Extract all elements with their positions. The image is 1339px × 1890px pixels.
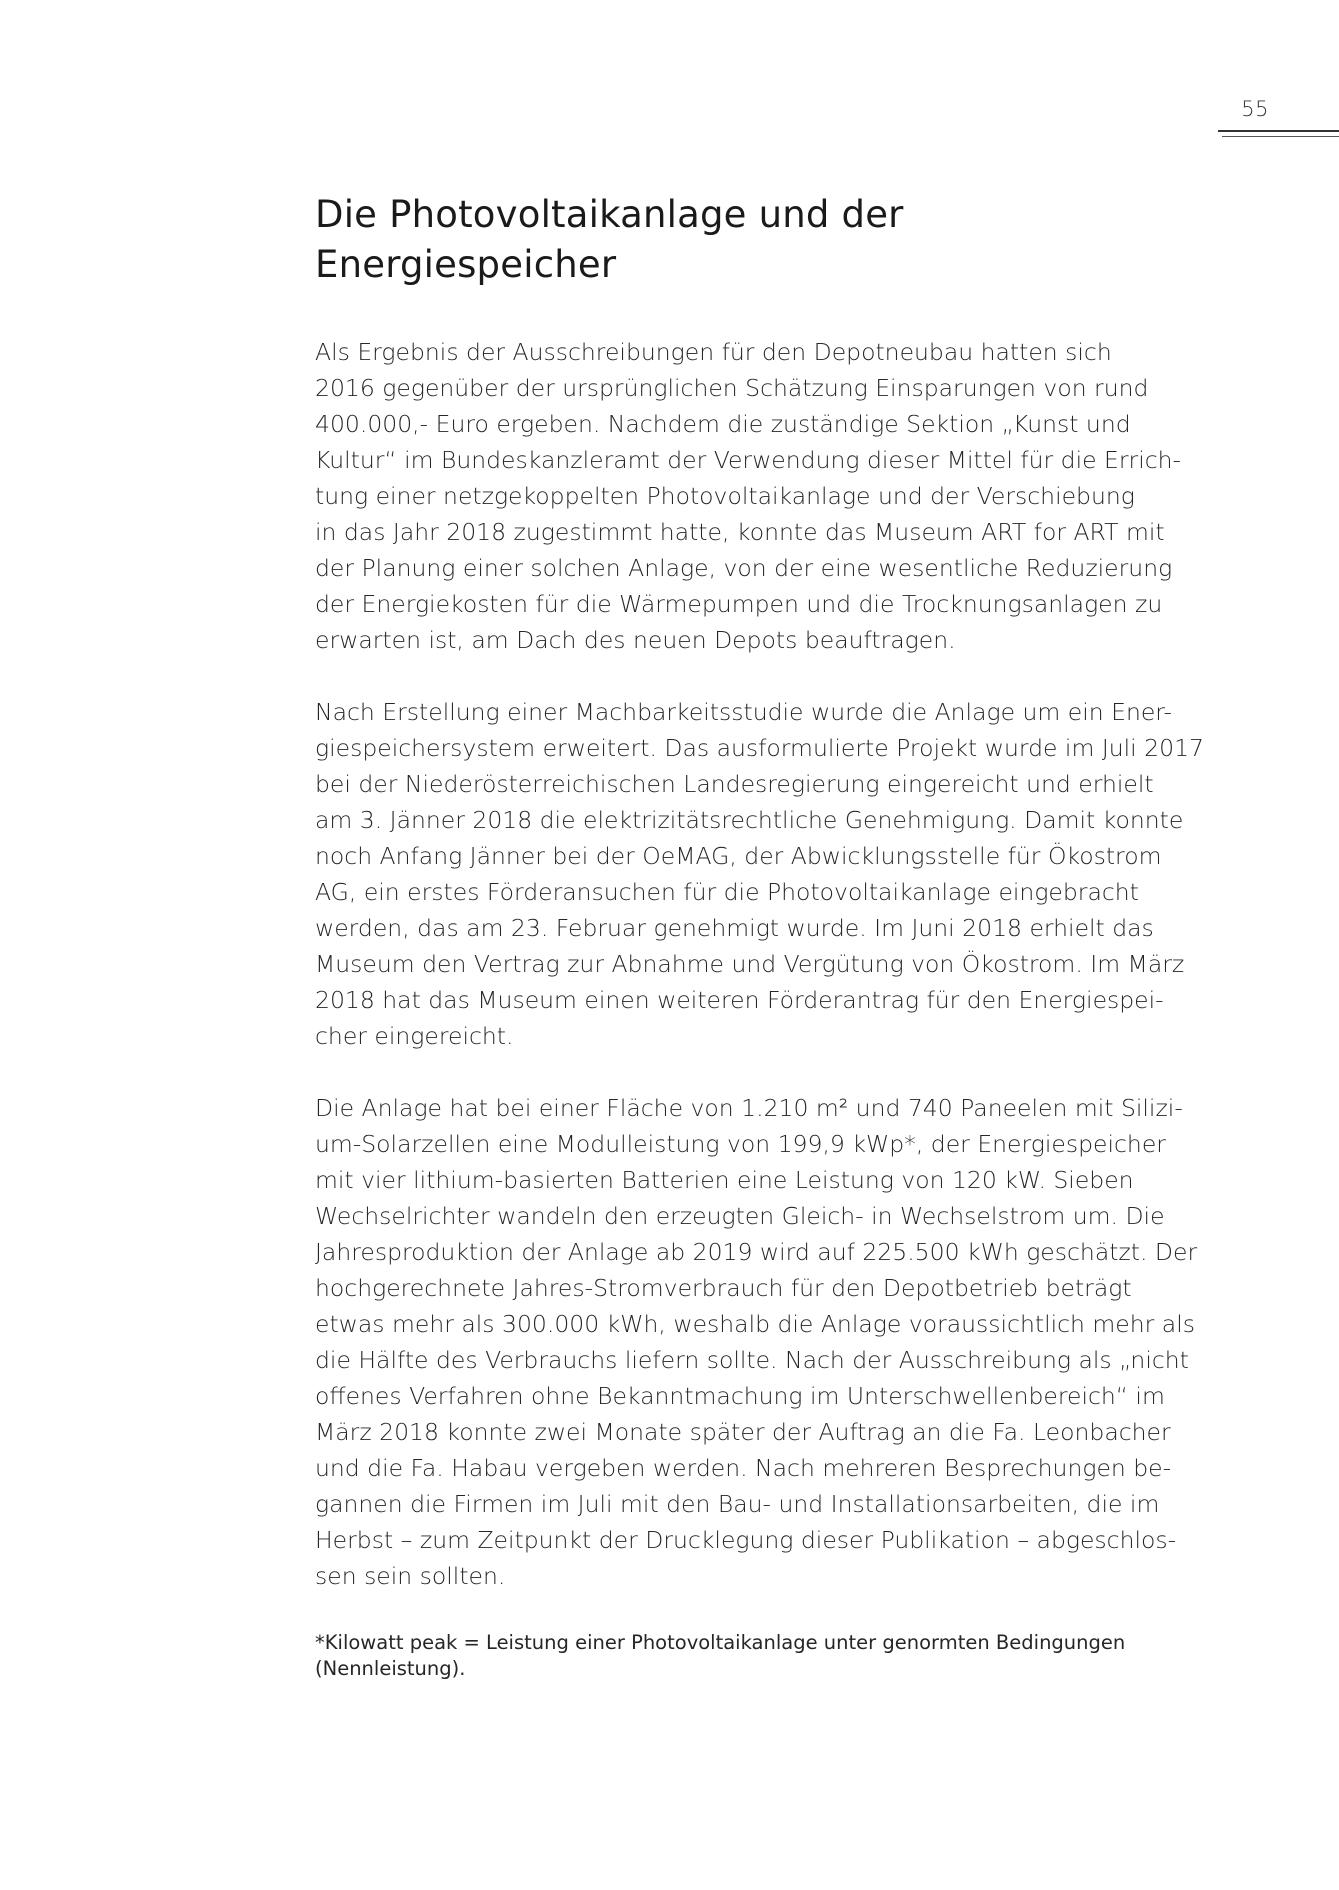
paragraph-3 bbox=[315, 1090, 1198, 1594]
paragraph-2 bbox=[315, 694, 1204, 1054]
text-line: mit vier lithium-basierten Batterien eine Leistung von 120 kW. Sieben bbox=[315, 1166, 1134, 1194]
text-line: und die Fa. Habau vergeben werden. Nach mehreren Besprechungen be- bbox=[315, 1454, 1172, 1482]
text-line: Die Anlage hat bei einer Fläche von 1.210 m² und 740 Paneelen mit Silizi- bbox=[315, 1094, 1183, 1122]
text-line: gannen die Firmen im Juli mit den Bau- und Installationsarbeiten, die im bbox=[315, 1490, 1160, 1518]
text-line: Wechselrichter wandeln den erzeugten Gleich- in Wechselstrom um. Die bbox=[315, 1202, 1165, 1230]
text-line: werden, das am 23. Februar genehmigt wurde. Im Juni 2018 erhielt das bbox=[315, 914, 1154, 942]
text-line: März 2018 konnte zwei Monate später der Auftrag an die Fa. Leonbacher bbox=[315, 1418, 1171, 1446]
text-line: bei der Niederösterreichischen Landesregierung eingereicht und erhielt bbox=[315, 770, 1154, 798]
text-line: AG, ein erstes Förderansuchen für die Photovoltaikanlage eingebracht bbox=[315, 878, 1139, 906]
text-line: erwarten ist, am Dach des neuen Depots beauftragen. bbox=[315, 626, 956, 654]
text-line: der Planung einer solchen Anlage, von der eine wesentliche Reduzierung bbox=[315, 554, 1173, 582]
article bbox=[315, 190, 1204, 1682]
text-line: Nach Erstellung einer Machbarkeitsstudie wurde die Anlage um ein Ener- bbox=[315, 698, 1172, 726]
footnote bbox=[315, 1630, 1195, 1682]
text-line: 2016 gegenüber der ursprünglichen Schätzung Einsparungen von rund bbox=[315, 374, 1149, 402]
text-line: Als Ergebnis der Ausschreibungen für den Depotneubau hatten sich bbox=[315, 338, 1112, 366]
text-line: der Energiekosten für die Wärmepumpen und die Trocknungsanlagen zu bbox=[315, 590, 1163, 618]
text-line: tung einer netzgekoppelten Photovoltaikanlage und der Verschiebung bbox=[315, 482, 1135, 510]
text-line: hochgerechnete Jahres-Stromverbrauch für den Depotbetrieb beträgt bbox=[315, 1274, 1132, 1302]
text-line: 400.000,- Euro ergeben. Nachdem die zuständige Sektion „Kunst und bbox=[315, 410, 1131, 438]
header-rule-secondary bbox=[1222, 136, 1339, 137]
text-line: giespeichersystem erweitert. Das ausformulierte Projekt wurde im Juli 2017 bbox=[315, 734, 1204, 762]
footnote-line: (Nennleistung). bbox=[315, 1657, 466, 1680]
paragraph-1 bbox=[315, 334, 1195, 658]
text-line: sen sein sollten. bbox=[315, 1562, 506, 1590]
page-number: 55 bbox=[1241, 97, 1269, 121]
text-line: cher eingereicht. bbox=[315, 1022, 514, 1050]
page-title: Die Photovoltaikanlage und der Energiespeicher bbox=[315, 193, 904, 286]
text-line: Jahresproduktion der Anlage ab 2019 wird auf 225.500 kWh geschätzt. Der bbox=[315, 1238, 1198, 1266]
text-line: etwas mehr als 300.000 kWh, weshalb die Anlage voraussichtlich mehr als bbox=[315, 1310, 1195, 1338]
text-line: Kultur“ im Bundeskanzleramt der Verwendung dieser Mittel für die Errich- bbox=[315, 446, 1182, 474]
text-line: am 3. Jänner 2018 die elektrizitätsrechtliche Genehmigung. Damit konnte bbox=[315, 806, 1184, 834]
text-line: die Hälfte des Verbrauchs liefern sollte. Nach der Ausschreibung als „nicht bbox=[315, 1346, 1189, 1374]
text-line: um-Solarzellen eine Modulleistung von 199,9 kWp*, der Energiespeicher bbox=[315, 1130, 1166, 1158]
footnote-line: *Kilowatt peak = Leistung einer Photovoltaikanlage unter genormten Bedingungen bbox=[315, 1631, 1126, 1654]
header-rule bbox=[1218, 130, 1339, 132]
text-line: offenes Verfahren ohne Bekanntmachung im Unterschwellenbereich“ im bbox=[315, 1382, 1165, 1410]
text-line: Herbst – zum Zeitpunkt der Drucklegung dieser Publikation – abgeschlos- bbox=[315, 1526, 1177, 1554]
text-line: noch Anfang Jänner bei der OeMAG, der Abwicklungsstelle für Ökostrom bbox=[315, 842, 1162, 870]
text-line: Museum den Vertrag zur Abnahme und Vergütung von Ökostrom. Im März bbox=[315, 950, 1185, 978]
text-line: in das Jahr 2018 zugestimmt hatte, konnte das Museum ART for ART mit bbox=[315, 518, 1165, 546]
text-line: 2018 hat das Museum einen weiteren Förderantrag für den Energiespei- bbox=[315, 986, 1164, 1014]
